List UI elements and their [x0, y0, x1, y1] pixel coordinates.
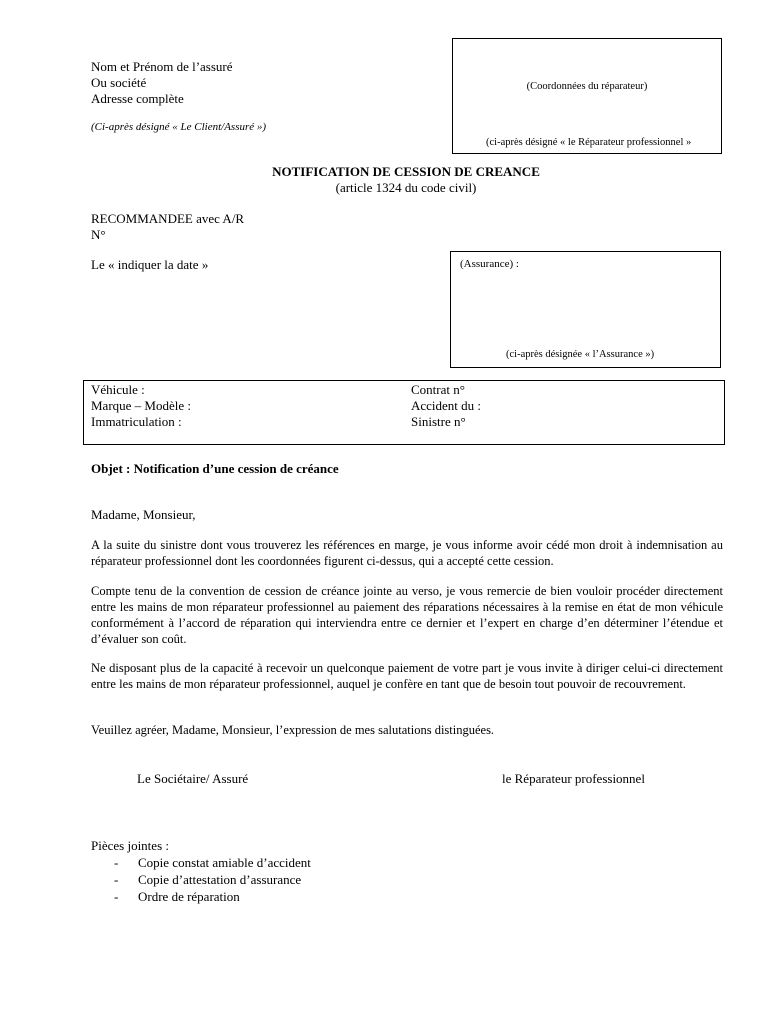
sender-address-label: Adresse complète: [91, 91, 184, 106]
mail-number: N°: [91, 227, 106, 242]
list-bullet: -: [114, 889, 119, 904]
page-subtitle: (article 1324 du code civil): [335, 180, 477, 195]
attachment-text: Copie constat amiable d’accident: [138, 855, 311, 870]
letter-date: Le « indiquer la date »: [91, 257, 209, 272]
signature-insured-label: Le Sociétaire/ Assuré: [137, 771, 249, 786]
body-paragraph: Ne disposant plus de la capacité à recevoir un quelconque paiement de votre part je vous invite à diriger celui-ci directement entre les mains de mon réparateur professionnel, auquel je confère en tant que de besoin tout pouvoir de recouvrement.: [91, 661, 723, 691]
repairer-box-title: (Coordonnées du réparateur): [526, 81, 648, 92]
body-paragraph: Compte tenu de la convention de cession de créance jointe au verso, je vous remercie de bien vouloir procéder directement entre les mains de mon réparateur professionnel au paiement des réparations nécessaires à la remise en état de mon véhicule conformément à l’accord de réparation qui interviendra entre ce dernier et l’expert en charge d’en déterminer l’étendue et d’évaluer son coût.: [91, 584, 723, 646]
sender-name-label: Nom et Prénom de l’assuré: [91, 59, 233, 74]
letter-subject: Objet : Notification d’une cession de créance: [91, 461, 339, 476]
vehicle-label: Véhicule :: [91, 382, 145, 397]
salutation: Madame, Monsieur,: [91, 507, 196, 522]
list-bullet: -: [114, 855, 119, 870]
closing-paragraph: Veuillez agréer, Madame, Monsieur, l’expression de mes salutations distinguées.: [91, 723, 495, 737]
vehicle-info-box: [83, 380, 725, 445]
mail-type: RECOMMANDEE avec A/R: [91, 211, 245, 226]
list-item: [114, 872, 301, 888]
insurer-box-designation: (ci-après désignée « l’Assurance »): [506, 349, 655, 360]
attachment-text: Ordre de réparation: [138, 889, 240, 904]
insurer-box: [450, 251, 721, 368]
list-item: [114, 889, 240, 905]
attachment-text: Copie d’attestation d’assurance: [138, 872, 302, 887]
signature-repairer-label: le Réparateur professionnel: [502, 771, 645, 786]
insurer-box-title: (Assurance) :: [460, 258, 519, 270]
sender-company-label: Ou société: [91, 75, 147, 90]
body-paragraph: A la suite du sinistre dont vous trouverez les références en marge, je vous informe avoir cédé mon droit à indemnisation au réparateur professionnel dont les coordonnées figurent ci-dessus, qui a accepté cette cession.: [91, 538, 723, 568]
brand-model-label: Marque – Modèle :: [91, 398, 192, 413]
page-title: NOTIFICATION DE CESSION DE CREANCE: [272, 164, 540, 179]
accident-date-label: Accident du :: [411, 398, 482, 413]
claim-number-label: Sinistre n°: [411, 414, 466, 429]
registration-label: Immatriculation :: [91, 414, 182, 429]
list-item: [114, 855, 311, 871]
sender-designation: (Ci-après désigné « Le Client/Assuré »): [91, 121, 267, 133]
attachments-label: Pièces jointes :: [91, 838, 169, 853]
list-bullet: -: [114, 872, 119, 887]
repairer-box-designation: (ci-après désigné « le Réparateur professionnel »: [486, 137, 692, 148]
contract-label: Contrat n°: [411, 382, 465, 397]
repairer-box: [452, 38, 722, 154]
